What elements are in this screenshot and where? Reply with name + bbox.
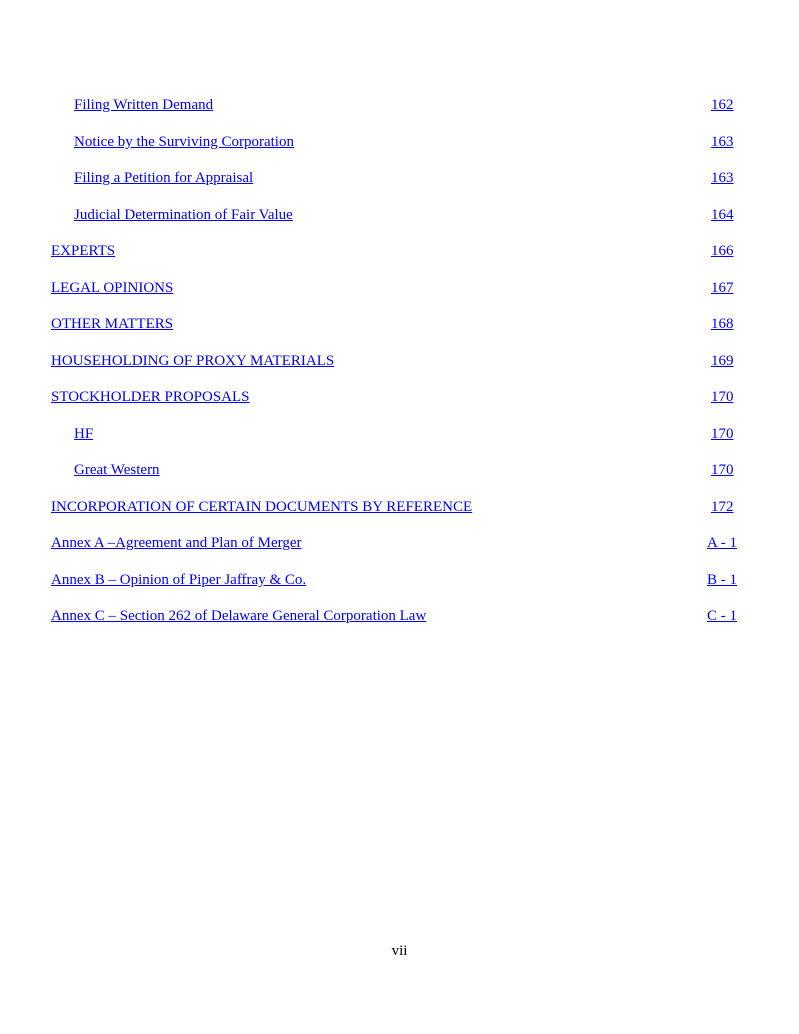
toc-entry-title[interactable]: Filing a Petition for Appraisal (74, 170, 254, 186)
page-number: vii (391, 943, 408, 959)
toc-entry-title[interactable]: Annex B – Opinion of Piper Jaffray & Co. (51, 572, 307, 588)
toc-entry[interactable] (0, 243, 799, 263)
toc-entry[interactable] (0, 462, 799, 482)
toc-entry[interactable] (0, 316, 799, 336)
toc-entry-page[interactable]: 170 (711, 389, 734, 405)
toc-entry-title[interactable]: STOCKHOLDER PROPOSALS (51, 389, 250, 405)
toc-entry-title[interactable]: Notice by the Surviving Corporation (74, 134, 294, 150)
toc-entry-page[interactable]: 170 (711, 462, 734, 478)
toc-entry-page[interactable]: C - 1 (707, 608, 737, 624)
toc-entry-title[interactable]: Judicial Determination of Fair Value (74, 207, 293, 223)
toc-entry-title[interactable]: OTHER MATTERS (51, 316, 174, 332)
toc-entry[interactable] (0, 389, 799, 409)
toc-entry-page[interactable]: 169 (711, 353, 734, 369)
toc-entry-page[interactable]: 163 (711, 134, 734, 150)
toc-entry[interactable] (0, 280, 799, 300)
toc-entry-page[interactable]: B - 1 (707, 572, 737, 588)
toc-entry[interactable] (0, 353, 799, 373)
toc-entry-title[interactable]: Annex A –Agreement and Plan of Merger (51, 535, 302, 551)
toc-entry-page[interactable]: A - 1 (707, 535, 737, 551)
toc-entry-title[interactable]: LEGAL OPINIONS (51, 280, 174, 296)
toc-entry[interactable] (0, 608, 799, 628)
toc-entry-title[interactable]: Filing Written Demand (74, 97, 214, 113)
toc-entry-title[interactable]: HOUSEHOLDING OF PROXY MATERIALS (51, 353, 335, 369)
toc-entry[interactable] (0, 97, 799, 117)
toc-entry[interactable] (0, 572, 799, 592)
toc-entry-title[interactable]: INCORPORATION OF CERTAIN DOCUMENTS BY REFERENCE (51, 499, 473, 515)
toc-entry-page[interactable]: 170 (711, 426, 734, 442)
toc-entry-title[interactable]: Annex C – Section 262 of Delaware General Corporation Law (51, 608, 427, 624)
toc-entry-title[interactable]: EXPERTS (51, 243, 116, 259)
toc-entry[interactable] (0, 134, 799, 154)
toc-entry[interactable] (0, 207, 799, 227)
toc-entry-title[interactable]: HF (74, 426, 94, 442)
toc-entry-page[interactable]: 162 (711, 97, 734, 113)
toc-entry[interactable] (0, 499, 799, 519)
toc-entry-page[interactable]: 164 (711, 207, 734, 223)
toc-entry-page[interactable]: 168 (711, 316, 734, 332)
toc-entry-page[interactable]: 166 (711, 243, 734, 259)
toc-entry[interactable] (0, 170, 799, 190)
toc-entry-page[interactable]: 172 (711, 499, 734, 515)
toc-entry[interactable] (0, 426, 799, 446)
toc-entry-title[interactable]: Great Western (74, 462, 160, 478)
toc-entry-page[interactable]: 167 (711, 280, 734, 296)
toc-entry[interactable] (0, 535, 799, 555)
toc-entry-page[interactable]: 163 (711, 170, 734, 186)
